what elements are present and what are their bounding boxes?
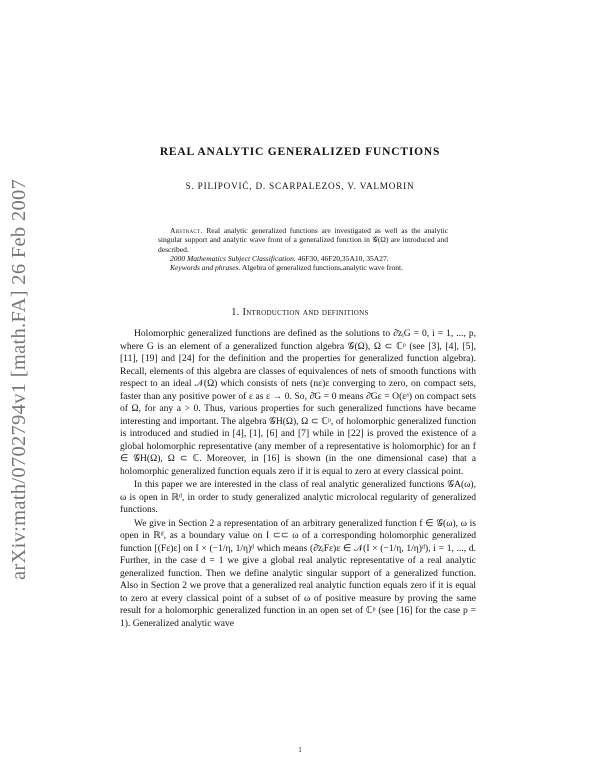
- abstract-paragraph: [158, 226, 448, 254]
- body-text: [120, 328, 476, 631]
- msc-codes: 46F30, 46F20,35A10, 35A27.: [297, 253, 389, 263]
- keywords-line: [158, 263, 448, 272]
- paragraph-3: We give in Section 2 a representation of an arbitrary generalized function f ∈ 𝒢(ω), ω is open in ℝᵈ, as a boundary value on I ⊂⊂ ω of a corresponding holomorphic generalized function [(Fε)ε] on I × (−1/η, 1/η)ᵈ which means (∂̄zᵢFε)ε ∈ 𝒩(I × (−1/η, 1/η)ᵈ), i = 1, ..., d. Further, in the case d = 1 we give a global real analytic representative of a real analytic generalized function. Then we define analytic singular support of a generalized function. Also in Section 2 we prove that a generalized real analytic function equals zero if it is equal to zero at every classical point of a subset of ω of positive measure by proving the same result for a holomorphic generalized function in an open set of ℂᵖ (see [16] for the case p = 1). Generalized analytic wave: [120, 517, 476, 629]
- paragraph-2: In this paper we are interested in the class of real analytic generalized functions 𝒢A(ω), ω is open in ℝᵈ, in order to study generalized analytic microlocal regularity of generalized functions.: [120, 479, 476, 515]
- abstract-block: [158, 226, 448, 272]
- keywords-label: Keywords and phrases.: [170, 263, 241, 273]
- keywords-text: Algebra of generalized functions,analytic wave front.: [241, 263, 404, 273]
- arxiv-identifier: arXiv:math/0702794v1 [math.FA] 26 Feb 2007: [8, 178, 30, 580]
- paragraph-1: Holomorphic generalized functions are defined as the solutions to ∂̄zᵢG = 0, i = 1, ..., p, where G is an element of a generalized function algebra 𝒢(Ω), Ω ⊂ ℂᵖ (see [3], [4], [5], [11], [19] and [24] for the definition and the properties for generalized function algebra). Recall, elements of this algebra are classes of equivalences of nets of smooth functions with respect to an ideal 𝒩(Ω) which consists of nets (nε)ε converging to zero, on compact sets, faster than any positive power of ε as ε → 0. So, ∂̄G = 0 means ∂̄Gε = O(εᵃ) on compact sets of Ω, for any a > 0. Thus, various properties for such generalized functions have became interesting and important. The algebra 𝒢H(Ω), Ω ⊂ ℂᵖ, of holomorphic generalized function is introduced and studied in [4], [1], [6] and [7] while in [22] is proved the existence of a global holomorphic representative (any member of a representative is holomorphic) for an f ∈ 𝒢H(Ω), Ω ⊂ ℂ. Moreover, in [16] is shown (in the one dimensional case) that a holomorphic generalized function equals zero if it is equal to zero at every classical point.: [120, 328, 476, 477]
- paper-authors: S. PILIPOVIĆ, D. SCARPALEZOS, V. VALMORIN: [185, 181, 415, 191]
- page-number: 1: [298, 746, 302, 754]
- abstract-text: Real analytic generalized functions are investigated as well as the analytic singular support and analytic wave front of a generalized function in 𝒢(Ω) are introduced and described.: [158, 226, 448, 254]
- msc-line: [158, 254, 448, 263]
- paper-title: REAL ANALYTIC GENERALIZED FUNCTIONS: [159, 146, 441, 158]
- abstract-label: Abstract.: [170, 226, 203, 235]
- msc-label: 2000 Mathematics Subject Classification.: [170, 253, 296, 263]
- section-heading: 1. Introduction and definitions: [231, 307, 369, 318]
